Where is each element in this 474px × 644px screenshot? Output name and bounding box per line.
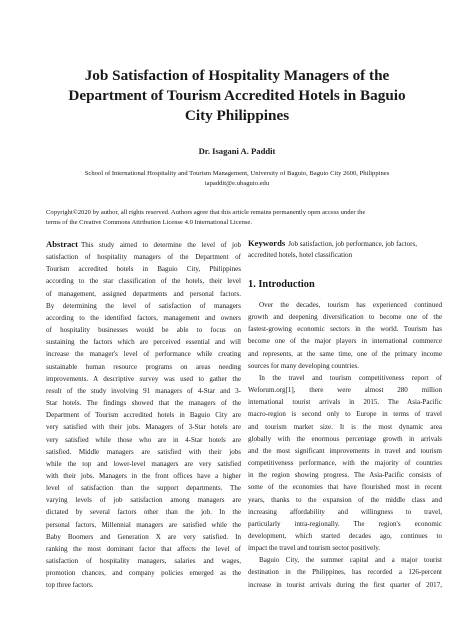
introduction-line: increasing affordability and willingness to travel,: [248, 507, 442, 516]
paper-title: [30, 66, 444, 126]
copyright-line: Copyright©2020 by author, all rights reserved. Authors agree that this article remains permanently open access under the: [46, 209, 366, 216]
introduction-line: and tourism market size. It is the most dynamic area: [248, 422, 442, 431]
title-line: City Philippines: [184, 107, 290, 124]
abstract-line: [46, 238, 241, 251]
abstract-line: with their jobs. Managers in the front offices have a higher: [46, 471, 241, 480]
abstract-text: This study aimed to determine the level of job: [80, 241, 241, 249]
abstract-line: top three factors.: [46, 581, 94, 590]
copyright-line: terms of the Creative Commons Attribution License 4.0 International License.: [46, 218, 253, 226]
keywords-line: accredited hotels, hotel classification: [248, 250, 353, 259]
introduction-line: fastest-growing economic sectors in the world. Tourism has: [248, 325, 442, 334]
left-column: [46, 238, 241, 592]
abstract-line: result of the study involving 91 managers of 4-Star and 3-: [46, 386, 241, 395]
abstract-line: very satisfied while those who are in 4-Star hotels are: [46, 435, 241, 444]
abstract-line: personal factors, Millennial managers are satisfied while the: [46, 520, 241, 529]
keywords-label: Keywords: [248, 238, 286, 248]
introduction-line: in the region showing progress. The Asia-Pacific consists of: [248, 471, 442, 480]
affiliation-line: School of International Hospitality and Tourism Management, University of Baguio, Baguio City 2600, Philippines: [84, 170, 390, 177]
introduction-line: increase in tourist arrivals during the first quarter of 2017,: [248, 580, 442, 589]
introduction-line: and the most significant improvements in travel and tourism: [248, 446, 442, 455]
introduction-line: sources for many developing countries.: [248, 361, 359, 370]
keywords-section: [248, 238, 442, 260]
abstract-line: By determining the level of satisfaction of managers: [46, 301, 241, 310]
copyright-notice: [46, 208, 436, 227]
introduction-heading: 1. Introduction: [248, 279, 315, 290]
introduction-line: some of the economies that have flourished most in recent: [248, 483, 442, 492]
abstract-line: while the top and lower-level managers are very satisfied: [46, 459, 241, 468]
author-email: iapaddit@e.ubaguio.edu: [204, 180, 270, 187]
title-line: Department of Tourism Accredited Hotels in Baguio: [68, 87, 406, 104]
introduction-paragraph-1: [248, 299, 442, 372]
introduction-line: globally with the enormous percentage growth in arrivals: [248, 434, 442, 443]
abstract-line: improvements. A descriptive survey was used to gather the: [46, 374, 241, 383]
abstract-line: according to the identified factors, management and owners: [46, 313, 241, 322]
introduction-line: international tourist arrivals in 2015. The Asia-Pacific: [248, 398, 442, 407]
introduction-line: and represents, at the same time, one of the primary income: [248, 349, 442, 358]
abstract-line: Department of Tourism accredited hotels in Baguio City are: [46, 411, 241, 420]
introduction-paragraph-3: [248, 554, 442, 590]
introduction-line: years, thanks to the expansion of the middle class and: [248, 495, 442, 504]
introduction-line: Baguio City, the summer capital and a major tourist: [259, 556, 442, 565]
abstract-line: of management, assigned departments and personal factors.: [46, 289, 241, 298]
abstract-line: Star hotels. The findings showed that the managers of the: [46, 399, 241, 408]
introduction-line: competitiveness performance, with the majority of countries: [248, 459, 442, 468]
abstract-line: dictated by several factors other than the job. In the: [46, 508, 241, 517]
introduction-line: In the travel and tourism competitiveness report of: [259, 373, 442, 382]
introduction-line: growth and deepening diversification to become one of the: [248, 313, 442, 322]
introduction-line: impact the travel and tourism sector positively.: [248, 544, 381, 553]
abstract-line: increase the manager's level of performance while creating: [46, 350, 241, 359]
abstract-line: of hospitality businesses would be able to focus on: [46, 326, 241, 335]
abstract-line: satisfied. Middle managers are satisfied with their jobs: [46, 447, 241, 456]
abstract-line: level of satisfaction than the support departments. The: [46, 484, 241, 493]
introduction-line: development, which started decades ago, continues to: [248, 531, 442, 540]
abstract-line: satisfaction of hospitality managers, salaries and wages,: [46, 557, 241, 566]
abstract-line: sustaining the factors which are perceived essential and will: [46, 338, 241, 347]
introduction-line: destination in the Philippines, has recorded a 126-percent: [248, 568, 442, 577]
introduction-line: become one of the major players in international commerce: [248, 337, 442, 346]
keywords-line: [248, 238, 442, 250]
author-affiliation: [40, 169, 434, 189]
abstract-line: sustainable human resource programs on areas needing: [46, 362, 241, 371]
introduction-paragraph-2: [248, 372, 442, 554]
introduction-line: macro-region is second only to Europe in terms of travel: [248, 410, 442, 419]
author-name: Dr. Isagani A. Paddit: [198, 146, 276, 156]
right-column: [248, 238, 442, 591]
abstract-line: very satisfied with their jobs. Managers of 3-Star hotels are: [46, 423, 241, 432]
abstract-line: varying levels of job satisfaction among managers are: [46, 496, 241, 505]
abstract-line: promotion chances, and company policies emerged as the: [46, 569, 241, 578]
title-line: Job Satisfaction of Hospitality Managers of the: [84, 67, 390, 84]
abstract-line: ranking the most dominant factor that affects the level of: [46, 544, 241, 553]
introduction-line: Weforum.org[1], there were almost 280 million: [248, 386, 442, 395]
abstract-line: Tourism accredited hotels in Baguio City, Philippines: [46, 265, 241, 274]
abstract-line: satisfaction of hospitality managers of the Department of: [46, 253, 241, 262]
abstract-line: according to the star classification of the hotels, their level: [46, 277, 241, 286]
keywords-text: Job satisfaction, job performance, job factors,: [288, 240, 418, 248]
abstract-label: Abstract: [46, 239, 78, 249]
introduction-line: particularly intra-regionally. The region's economic: [248, 519, 442, 528]
introduction-line: Over the decades, tourism has experienced continued: [259, 301, 442, 309]
abstract-line: Baby Boomers and Generation X are very satisfied. In: [46, 532, 241, 541]
abstract-section: [46, 238, 241, 592]
